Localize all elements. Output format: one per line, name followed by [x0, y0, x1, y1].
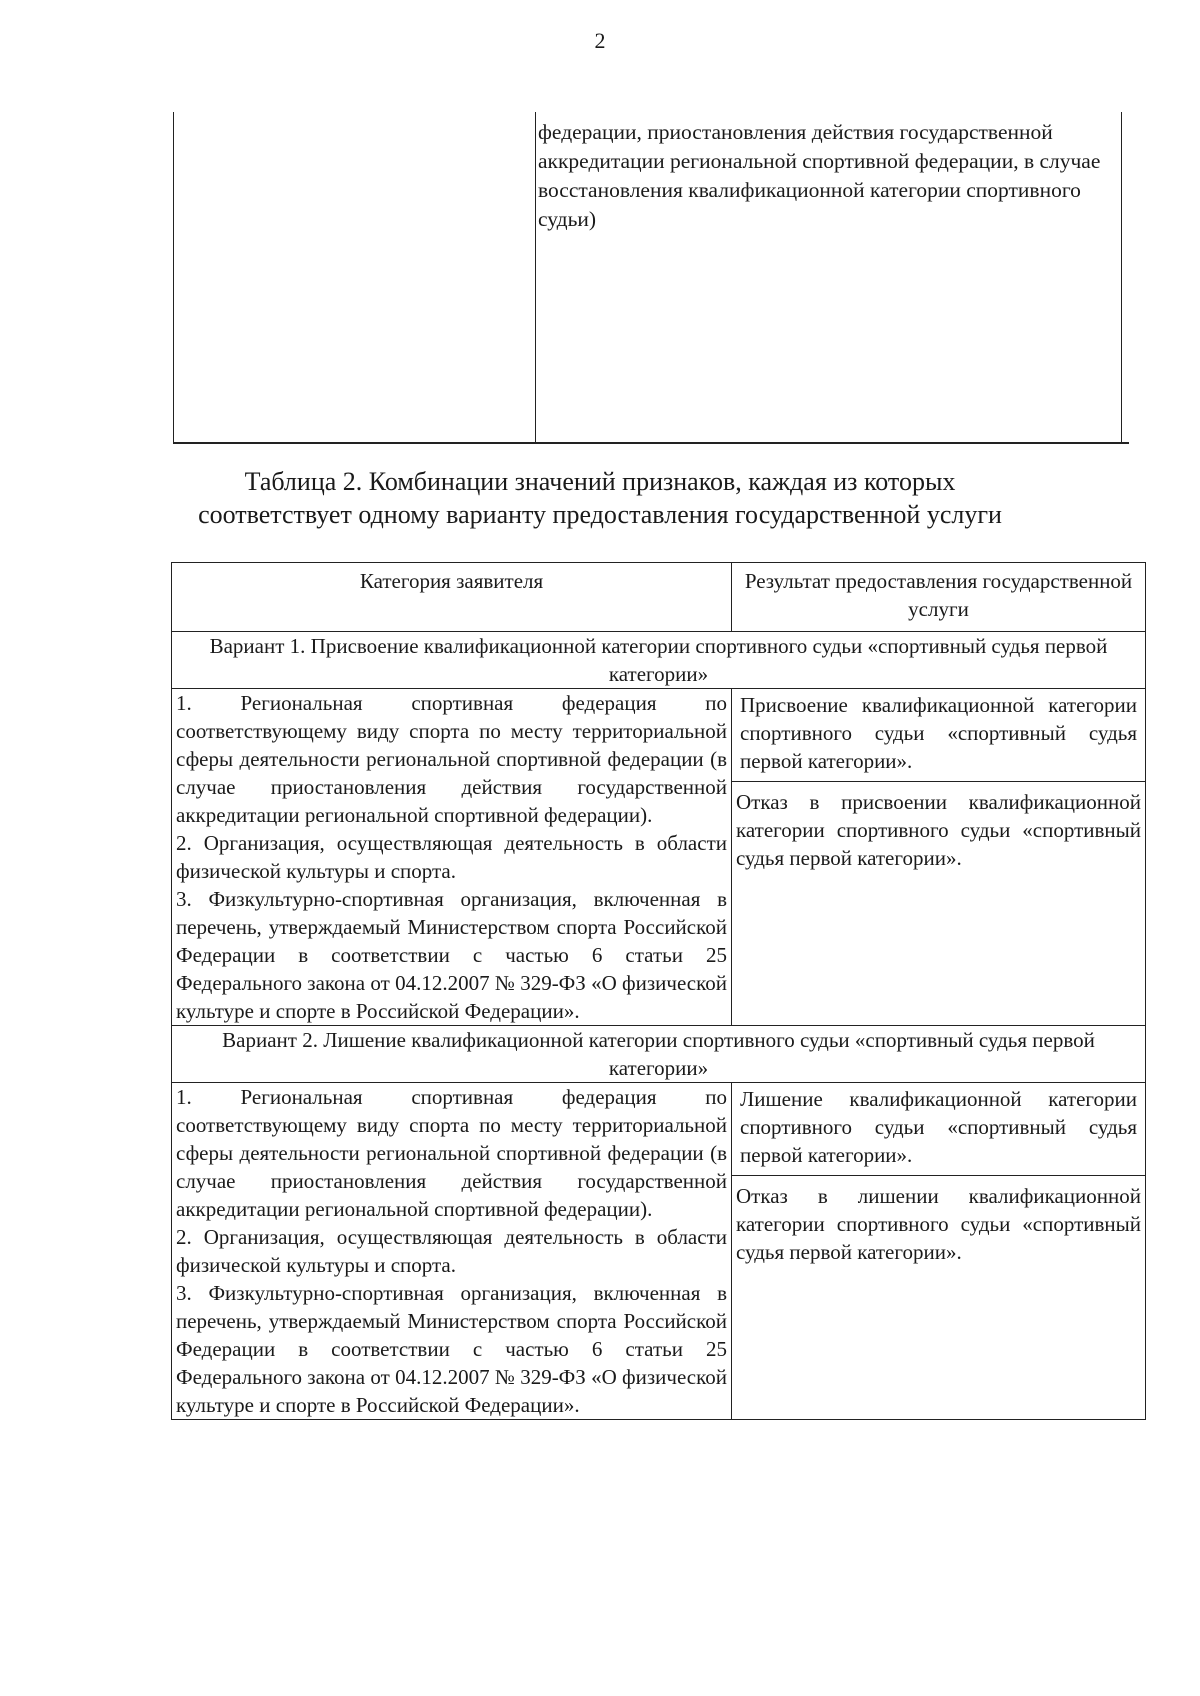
column-divider [535, 112, 536, 442]
variant-title-row [172, 1026, 1146, 1083]
variants-table [171, 562, 1146, 1420]
variant-2-title: Вариант 2. Лишение квалификационной категории спортивного судьи «спортивный судья первой категории» [172, 1026, 1146, 1083]
variant-2-applicants [172, 1083, 732, 1420]
result-grant: Присвоение квалификационной категории спортивного судьи «спортивный судья первой категории». [740, 693, 1137, 773]
header-row [172, 563, 1146, 632]
continuation-table [173, 112, 1129, 444]
variant-2-row [172, 1083, 1146, 1420]
applicant-item: 2. Организация, осуществляющая деятельность в области физической культуры и спорта. [176, 1225, 727, 1277]
table-title [150, 465, 1050, 531]
result-deprivation: Лишение квалификационной категории спортивного судьи «спортивный судья первой категории». [740, 1087, 1137, 1167]
table-right-border [1121, 112, 1122, 442]
header-result: Результат предоставления государственной услуги [732, 563, 1146, 632]
applicant-item: 2. Организация, осуществляющая деятельность в области физической культуры и спорта. [176, 831, 727, 883]
variant-1-results [732, 689, 1146, 1026]
result-refusal: Отказ в присвоении квалификационной категории спортивного судьи «спортивный судья первой категории». [732, 781, 1145, 872]
table-title-line-1: Таблица 2. Комбинации значений признаков, каждая из которых [244, 467, 956, 496]
result-refusal: Отказ в лишении квалификационной категории спортивного судьи «спортивный судья первой категории». [732, 1175, 1145, 1266]
continuation-text: федерации, приостановления действия государственной аккредитации региональной спортивной федерации, в случае восстановления квалификационной категории спортивного судьи) [538, 120, 1101, 231]
variant-1-row [172, 689, 1146, 1026]
applicant-item: 3. Физкультурно-спортивная организация, включенная в перечень, утверждаемый Министерством спорта Российской Федерации в соответствии с частью 6 статьи 25 Федерального закона от 04.12.2007 № 329-ФЗ «О физической культуре и спорте в Российской Федерации». [176, 887, 727, 1023]
header-category: Категория заявителя [172, 563, 732, 632]
applicant-item: 1. Региональная спортивная федерация по соответствующему виду спорта по месту территориальной сферы деятельности региональной спортивной федерации (в случае приостановления действия государственной аккредитации региональной спортивной федерации). [176, 691, 727, 827]
applicant-item: 3. Физкультурно-спортивная организация, включенная в перечень, утверждаемый Министерством спорта Российской Федерации в соответствии с частью 6 статьи 25 Федерального закона от 04.12.2007 № 329-ФЗ «О физической культуре и спорте в Российской Федерации». [176, 1281, 727, 1417]
variant-title-row [172, 632, 1146, 689]
variant-2-results [732, 1083, 1146, 1420]
variant-1-applicants [172, 689, 732, 1026]
variant-1-title: Вариант 1. Присвоение квалификационной категории спортивного судьи «спортивный судья первой категории» [172, 632, 1146, 689]
table-title-line-2: соответствует одному варианту предоставления государственной услуги [198, 500, 1002, 529]
applicant-item: 1. Региональная спортивная федерация по соответствующему виду спорта по месту территориальной сферы деятельности региональной спортивной федерации (в случае приостановления действия государственной аккредитации региональной спортивной федерации). [176, 1085, 727, 1221]
page-number: 2 [594, 28, 606, 53]
